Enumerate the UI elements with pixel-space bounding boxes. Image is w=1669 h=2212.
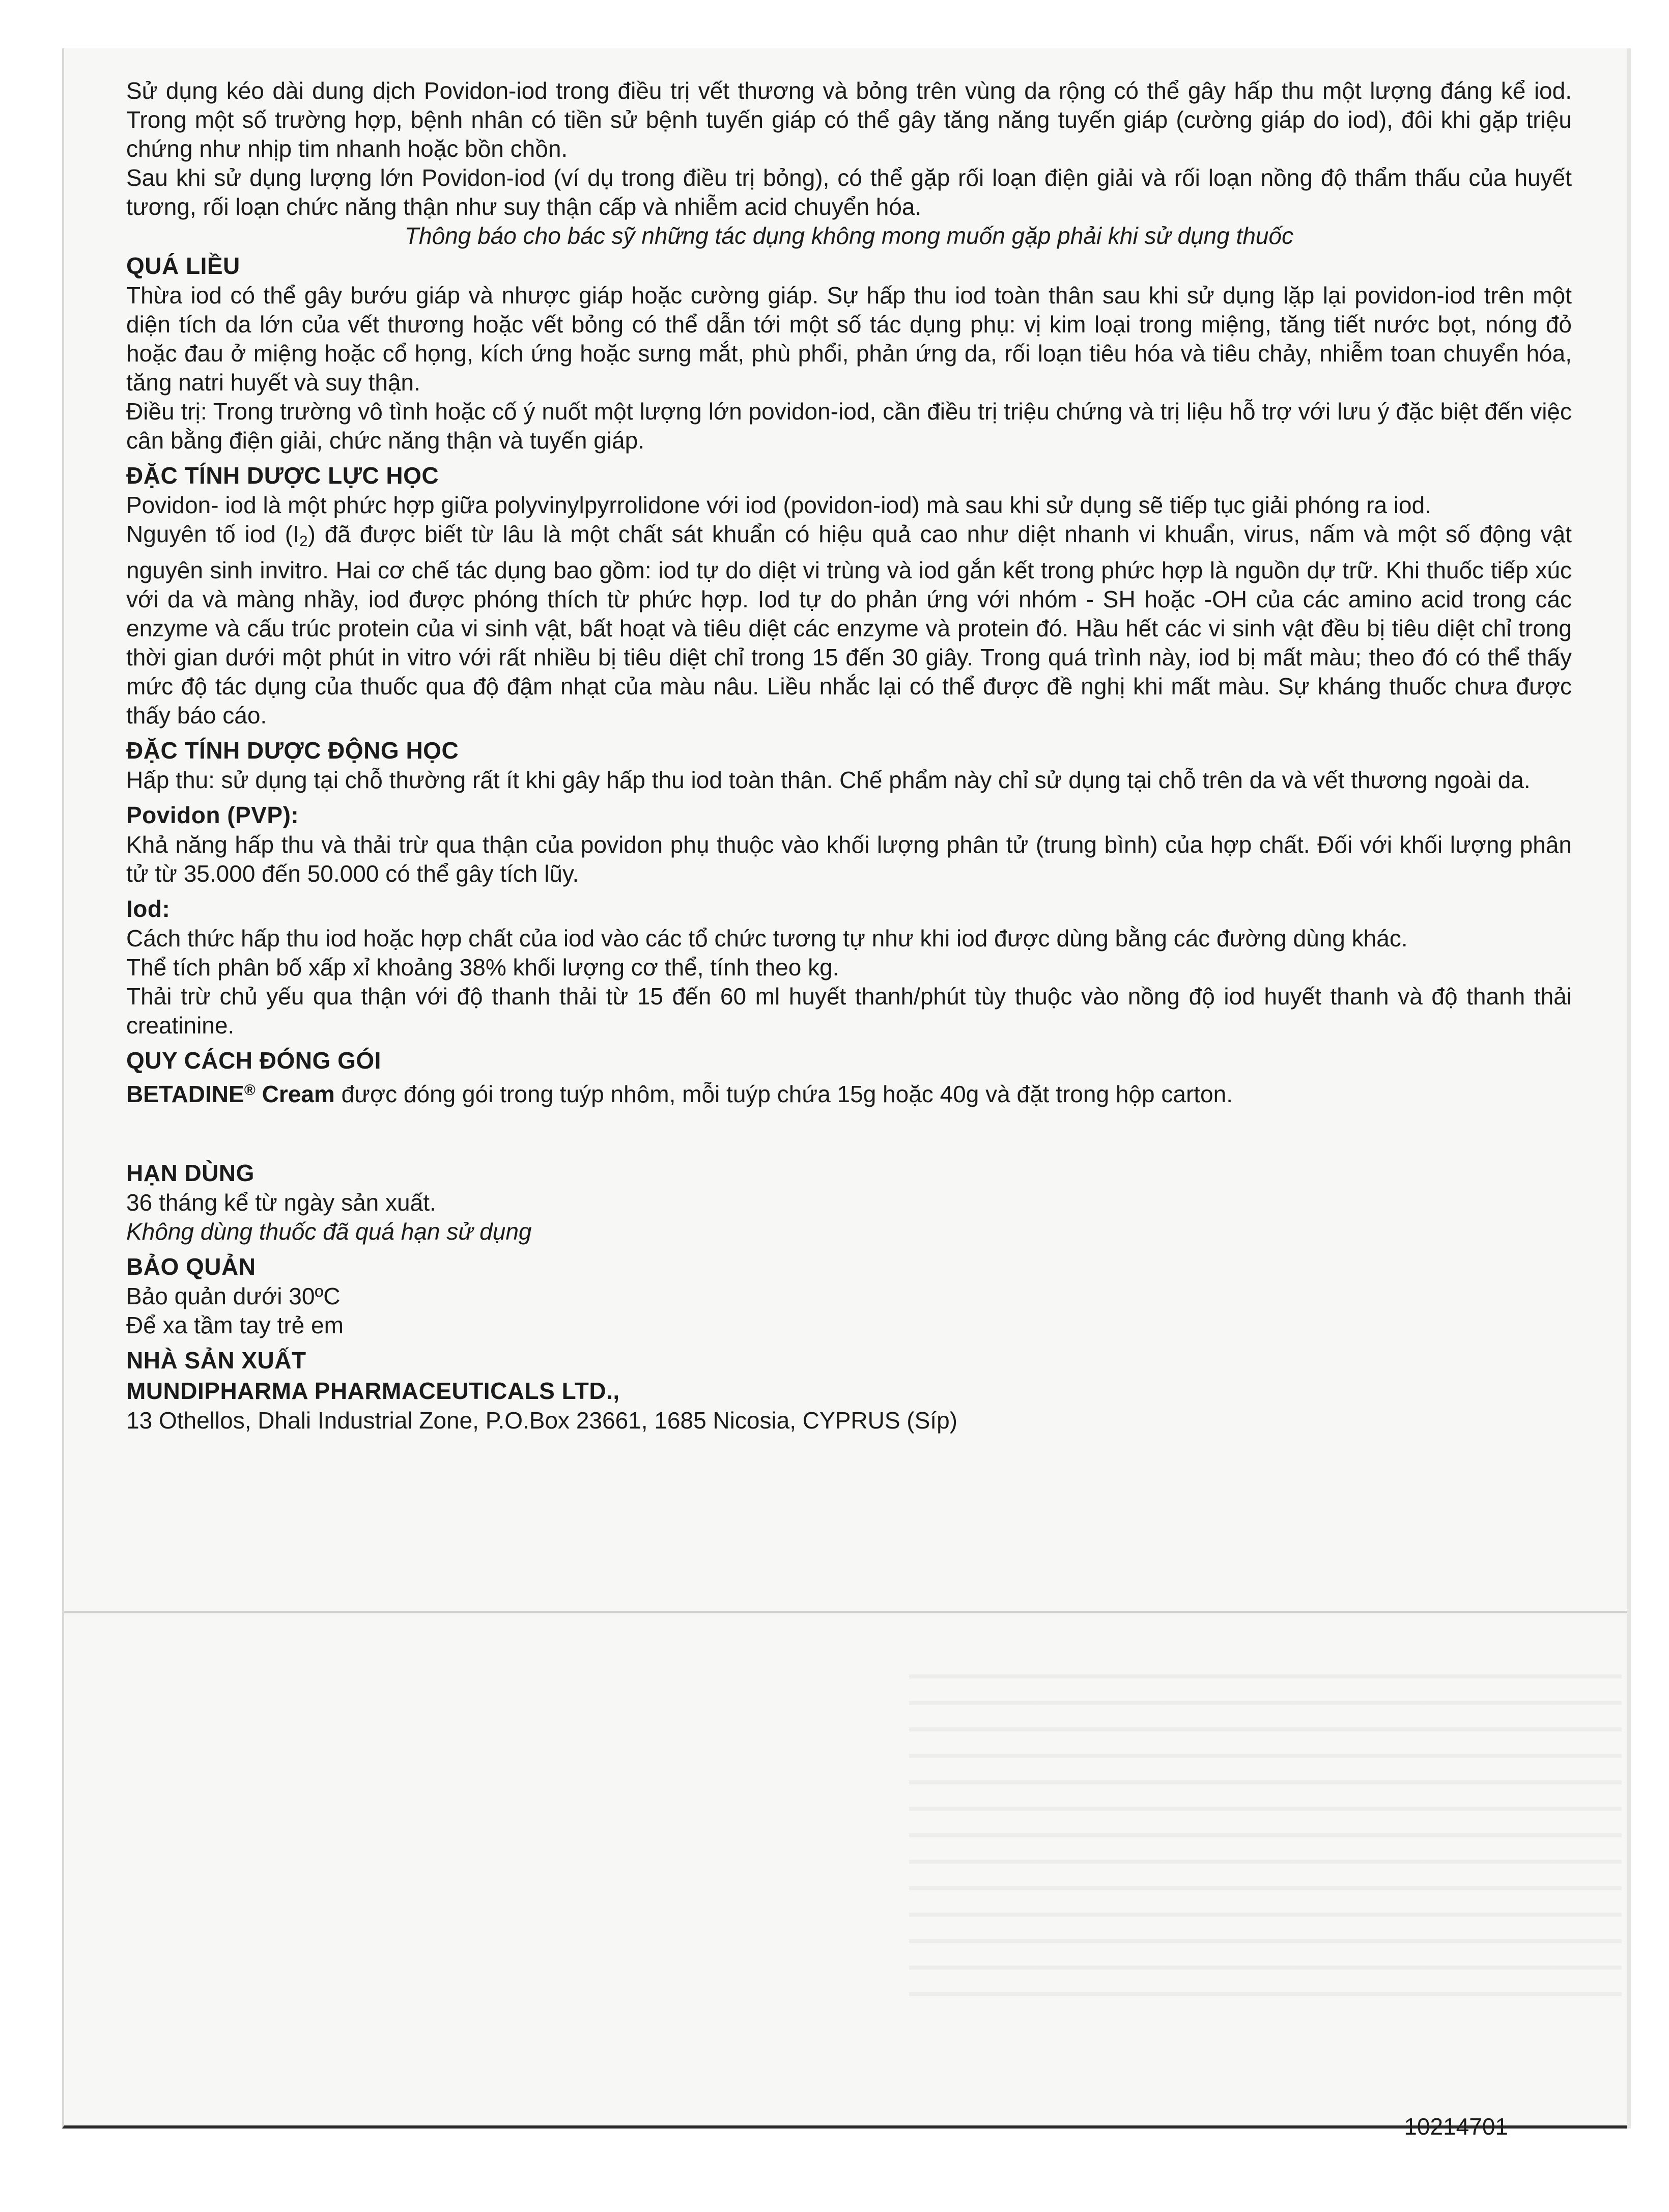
- manufacturer-name: MUNDIPHARMA PHARMACEUTICALS LTD.,: [126, 1378, 620, 1404]
- product-form: Cream: [255, 1081, 335, 1107]
- storage-line-2: Để xa tầm tay trẻ em: [126, 1312, 344, 1338]
- iod-paragraph-1: Cách thức hấp thu iod hoặc hợp chất của iod vào các tổ chức tương tự như khi iod được dùng bằng các đường dùng khác.: [126, 925, 1408, 951]
- intro-paragraph-1: Sử dụng kéo dài dung dịch Povidon-iod trong điều trị vết thương và bỏng trên vùng da rộng có thể gây hấp thu một lượng đáng kể iod. Trong một số trường hợp, bệnh nhân có tiền sử bệnh tuyến giáp có thể gây tăng năng tuyến giáp (cường giáp do iod), đôi khi gặp triệu chứng như nhịp tim nhanh hoặc bồn chồn.: [126, 77, 1572, 162]
- iod-subheading: Iod:: [126, 895, 171, 922]
- bleed-through-text: [909, 1652, 1622, 2008]
- page-fold-line: [64, 1611, 1627, 1613]
- document-content: [126, 76, 1572, 1435]
- storage-line-1: Bảo quản dưới 30ºC: [126, 1283, 341, 1309]
- iod-paragraph-2: Thể tích phân bố xấp xỉ khoảng 38% khối lượng cơ thể, tính theo kg.: [126, 954, 839, 981]
- shelf-life-text: 36 tháng kể từ ngày sản xuất.: [126, 1189, 436, 1216]
- iodine-subscript: 2: [299, 533, 308, 550]
- pharmacokinetics-heading: ĐẶC TÍNH DƯỢC ĐỘNG HỌC: [126, 737, 459, 764]
- overdose-heading: QUÁ LIỀU: [126, 253, 240, 279]
- manufacturer-heading: NHÀ SẢN XUẤT: [126, 1347, 306, 1374]
- report-notice: Thông báo cho bác sỹ những tác dụng không mong muốn gặp phải khi sử dụng thuốc: [404, 222, 1294, 249]
- document-code: 10214701: [1404, 2113, 1508, 2140]
- intro-paragraph-2: Sau khi sử dụng lượng lớn Povidon-iod (ví dụ trong điều trị bỏng), có thể gặp rối loạn điện giải và rối loạn nồng độ thẩm thấu của huyết tương, rối loạn chức năng thận như suy thận cấp và nhiễm acid chuyển hóa.: [126, 164, 1572, 220]
- overdose-paragraph-1: Thừa iod có thể gây bướu giáp và nhược giáp hoặc cường giáp. Sự hấp thu iod toàn thân sau khi sử dụng lặp lại povidon-iod trên một diện tích da lớn của vết thương hoặc vết bỏng có thể dẫn tới một số tác dụng phụ: vị kim loại trong miệng, tăng tiết nước bọt, nóng đỏ hoặc đau ở miệng hoặc cổ họng, kích ứng hoặc sưng mắt, phù phổi, phản ứng da, rối loạn tiêu hóa và tiêu chảy, nhiễm toan chuyển hóa, tăng natri huyết và suy thận.: [126, 282, 1572, 396]
- storage-heading: BẢO QUẢN: [126, 1253, 256, 1280]
- packaging-paragraph: [126, 1076, 1572, 1109]
- iodine-text-b: ) đã được biết từ lâu là một chất sát khuẩn có hiệu quả cao như diệt nhanh vi khuẩn, virus, nấm và một số động vật nguyên sinh invitro. Hai cơ chế tác dụng bao gồm: iod tự do diệt vi trùng và iod gắn kết trong phức hợp là nguồn dự trữ. Khi thuốc tiếp xúc với da và màng nhầy, iod được phóng thích từ phức hợp. Iod tự do phản ứng với nhóm - SH hoặc -OH của các amino acid trong các enzyme và cấu trúc protein của vi sinh vật, bất hoạt và tiêu diệt các enzyme và protein đó. Hầu hết các vi sinh vật đều bị tiêu diệt chỉ trong thời gian dưới một phút in vitro với rất nhiều bị tiêu diệt chỉ trong 15 đến 30 giây. Trong quá trình này, iod bị mất màu; theo đó có thể thấy mức độ tác dụng của thuốc qua độ đậm nhạt của màu nâu. Liều nhắc lại có thể được đề nghị khi mất màu. Sự kháng thuốc chưa được thấy báo cáo.: [126, 521, 1572, 729]
- shelf-life-heading: HẠN DÙNG: [126, 1160, 254, 1186]
- iod-paragraph-3: Thải trừ chủ yếu qua thận với độ thanh thải từ 15 đến 60 ml huyết thanh/phút tùy thuộc vào nồng độ iod huyết thanh và độ thanh thải creatinine.: [126, 983, 1572, 1039]
- packaging-heading: QUY CÁCH ĐÓNG GÓI: [126, 1047, 381, 1074]
- povidon-paragraph: Khả năng hấp thu và thải trừ qua thận của povidon phụ thuộc vào khối lượng phân tử (trung bình) của hợp chất. Đối với khối lượng phân tử từ 35.000 đến 50.000 có thể gây tích lũy.: [126, 831, 1572, 887]
- manufacturer-address: 13 Othellos, Dhali Industrial Zone, P.O.Box 23661, 1685 Nicosia, CYPRUS (Síp): [126, 1407, 957, 1434]
- overdose-paragraph-2: Điều trị: Trong trường vô tình hoặc cố ý nuốt một lượng lớn povidon-iod, cần điều trị triệu chứng và trị liệu hỗ trợ với lưu ý đặc biệt đến việc cân bằng điện giải, chức năng thận và tuyến giáp.: [126, 398, 1572, 454]
- packaging-text: được đóng gói trong tuýp nhôm, mỗi tuýp chứa 15g hoặc 40g và đặt trong hộp carton.: [334, 1081, 1233, 1107]
- pharmacodynamics-heading: ĐẶC TÍNH DƯỢC LỰC HỌC: [126, 462, 439, 489]
- shelf-life-warning: Không dùng thuốc đã quá hạn sử dụng: [126, 1218, 532, 1245]
- pharmacokinetics-paragraph-1: Hấp thu: sử dụng tại chỗ thường rất ít khi gây hấp thu iod toàn thân. Chế phẩm này chỉ sử dụng tại chỗ trên da và vết thương ngoài da.: [126, 767, 1531, 793]
- pharmacodynamics-paragraph-1: Povidon- iod là một phức hợp giữa polyvinylpyrrolidone với iod (povidon-iod) mà sau khi sử dụng sẽ tiếp tục giải phóng ra iod.: [126, 492, 1431, 518]
- brand-name: BETADINE: [126, 1081, 244, 1107]
- povidon-subheading: Povidon (PVP):: [126, 802, 299, 828]
- iodine-text-a: Nguyên tố iod (I: [126, 521, 299, 547]
- pharmacodynamics-paragraph-2: [126, 520, 1572, 730]
- registered-mark: ®: [244, 1082, 256, 1099]
